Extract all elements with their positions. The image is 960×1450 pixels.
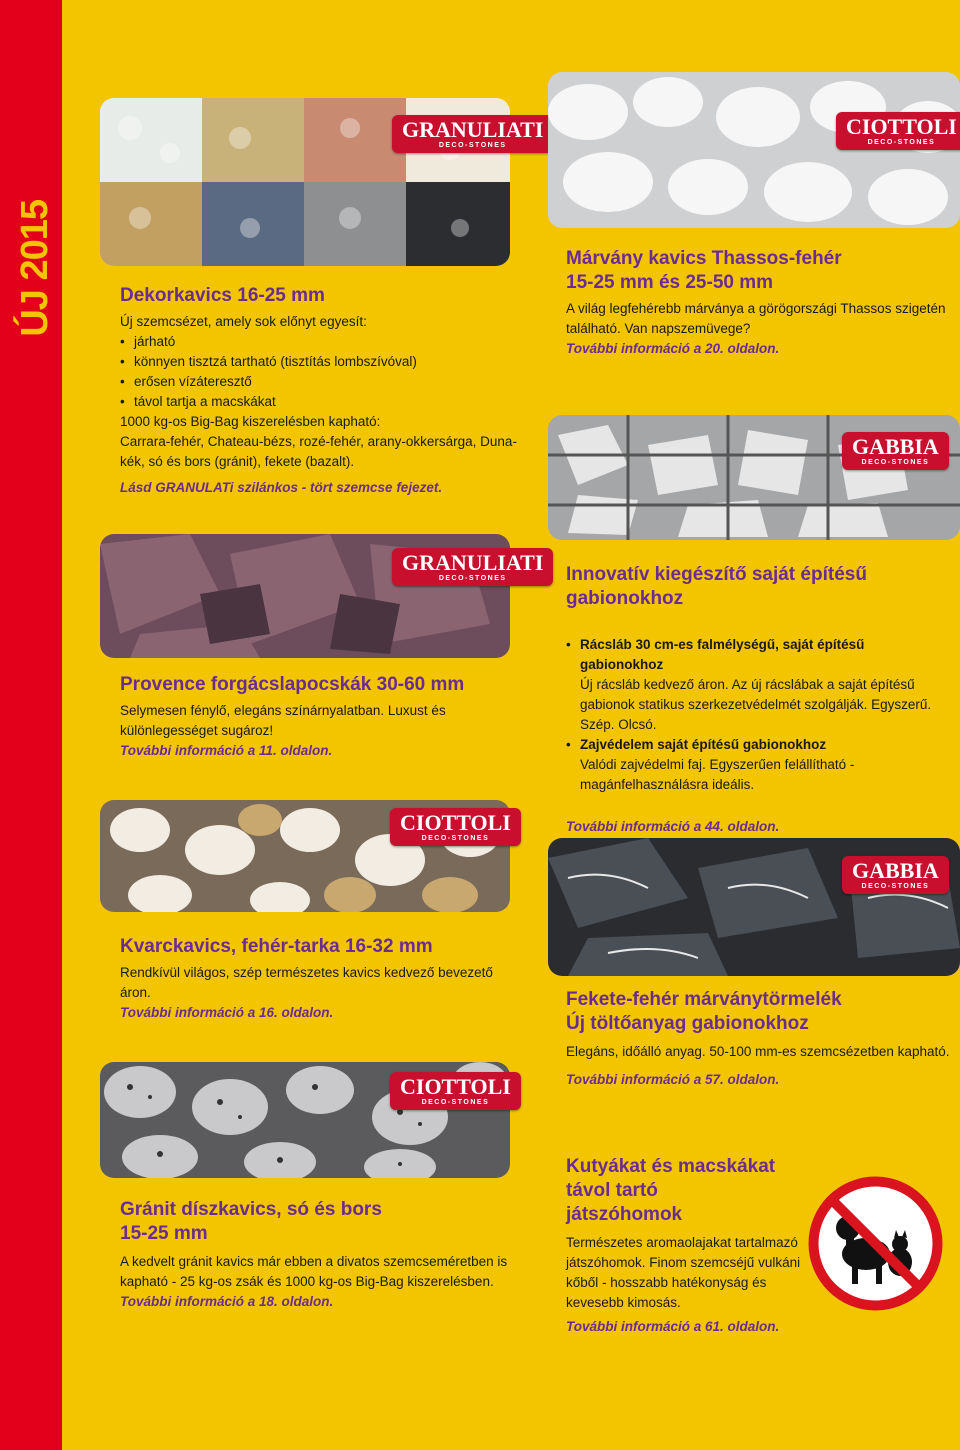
kutya-text: Természetes aromaolajakat tartalmazó játszóhomok. Finom szemcséjű vulkáni kőből - hosszabb hatékonyság és kevesebb kimosás. [566, 1235, 801, 1310]
list-item: • könnyen tisztzá tartható (tisztítás lombszívóval) [120, 352, 520, 372]
gabion-more: További információ a 44. oldalon. [566, 819, 780, 834]
white-pebbles-image [548, 72, 960, 228]
kvarc-block [120, 935, 520, 1023]
dekorkavics-line2: Carrara-fehér, Chateau-bézs, rozé-fehér, arany-okkersárga, Duna-kék, só és bors (gránit), fekete (bazalt). [120, 434, 517, 469]
fekete-title-2: Új töltőanyag gabionokhoz [566, 1013, 809, 1034]
granit-text: A kedvelt gránit kavics már ebben a divatos szemcseméretben is kapható - 25 kg-os zsák és 1000 kg-os Big-Bag kiszerelésben. [120, 1254, 508, 1289]
logo-granuliati-2: GRANULIATI DECO-STONES [392, 548, 553, 586]
granit-block [120, 1198, 520, 1312]
list-item: • erősen vízáteresztő [120, 372, 520, 392]
gabion-item-2-title: Zajvédelem saját építésű gabionokhoz [580, 737, 827, 752]
kvarc-text: Rendkívül világos, szép természetes kavics kedvező bevezető áron. [120, 965, 493, 1000]
logo-gabbia-2: GABBIA DECO-STONES [842, 856, 949, 894]
kvarc-title: Kvarckavics, fehér-tarka 16-32 mm [120, 936, 433, 957]
granit-title-2: 15-25 mm [120, 1223, 208, 1244]
dekorkavics-more: Lásd GRANULATi szilánkos - tört szemcse fejezet. [120, 480, 443, 495]
marvany-block [566, 247, 946, 359]
list-item [566, 735, 951, 795]
marvany-title-1: Márvány kavics Thassos-fehér [566, 248, 842, 269]
gabion-item-1-text: Új rácsláb kedvező áron. Az új rácslábak a saját építésű gabionok statikus szerkezetvédelmét szolgálják. Egyszerű. Szép. Olcsó. [580, 677, 932, 732]
gabion-title: Innovatív kiegészítő saját építésű gabionokhoz [566, 564, 867, 609]
kutya-title-2: játszóhomok [566, 1204, 683, 1225]
list-item [566, 635, 951, 735]
list-item: • járható [120, 332, 520, 352]
provence-block [120, 673, 500, 761]
kutya-more: További információ a 61. oldalon. [566, 1319, 780, 1334]
logo-granuliati-1: GRANULIATI DECO-STONES [392, 115, 553, 153]
logo-gabbia-1: GABBIA DECO-STONES [842, 432, 949, 470]
fekete-text: Elegáns, időálló anyag. 50-100 mm-es szemcsézetben kapható. [566, 1044, 950, 1059]
kutya-title-1: Kutyákat és macskákat távol tartó [566, 1156, 776, 1201]
dekorkavics-bullets [120, 332, 520, 412]
gabion-block [566, 563, 951, 837]
logo-ciottoli-2: CIOTTOLI DECO-STONES [390, 808, 521, 846]
photo-thassos [548, 72, 960, 228]
list-item: • távol tartja a macskákat [120, 392, 520, 412]
granit-more: További információ a 18. oldalon. [120, 1294, 334, 1309]
provence-more: További információ a 11. oldalon. [120, 743, 333, 758]
marvany-title-2: 15-25 mm és 25-50 mm [566, 272, 774, 293]
dekorkavics-block [120, 284, 520, 498]
dekorkavics-line1: 1000 kg-os Big-Bag kiszerelésben kapható: [120, 414, 381, 429]
kutya-block [566, 1155, 811, 1337]
gabion-item-1-title: Rácsláb 30 cm-es falmélységű, saját építésű gabionokhoz [580, 637, 865, 672]
fekete-title-1: Fekete-fehér márványtörmelék [566, 989, 842, 1010]
kvarc-more: További információ a 16. oldalon. [120, 1005, 334, 1020]
gabion-item-2-text: Valódi zajvédelmi faj. Egyszerűen felállítható - magánfelhasználásra ideális. [580, 757, 855, 792]
fekete-block [566, 988, 951, 1090]
dekorkavics-intro: Új szemcsézet, amely sok előnyt egyesít: [120, 314, 367, 329]
dekorkavics-title: Dekorkavics 16-25 mm [120, 285, 325, 306]
marvany-text: A világ legfehérebb márványa a görögországi Thassos szigetén található. Van napszemüvege? [566, 301, 946, 336]
no-pets-icon [808, 1176, 943, 1311]
gabion-list [566, 635, 951, 795]
provence-title: Provence forgácslapocskák 30-60 mm [120, 674, 465, 695]
marvany-more: További információ a 20. oldalon. [566, 341, 780, 356]
fekete-more: További információ a 57. oldalon. [566, 1072, 780, 1087]
logo-ciottoli-3: CIOTTOLI DECO-STONES [390, 1072, 521, 1110]
granit-title-1: Gránit díszkavics, só és bors [120, 1199, 382, 1220]
provence-text: Selymesen fénylő, elegáns színárnyalatban. Luxust és különlegességet sugároz! [120, 703, 446, 738]
side-bar [0, 0, 62, 1450]
logo-ciottoli-1: CIOTTOLI DECO-STONES [836, 112, 960, 150]
side-label: ÚJ 2015 [14, 200, 56, 337]
